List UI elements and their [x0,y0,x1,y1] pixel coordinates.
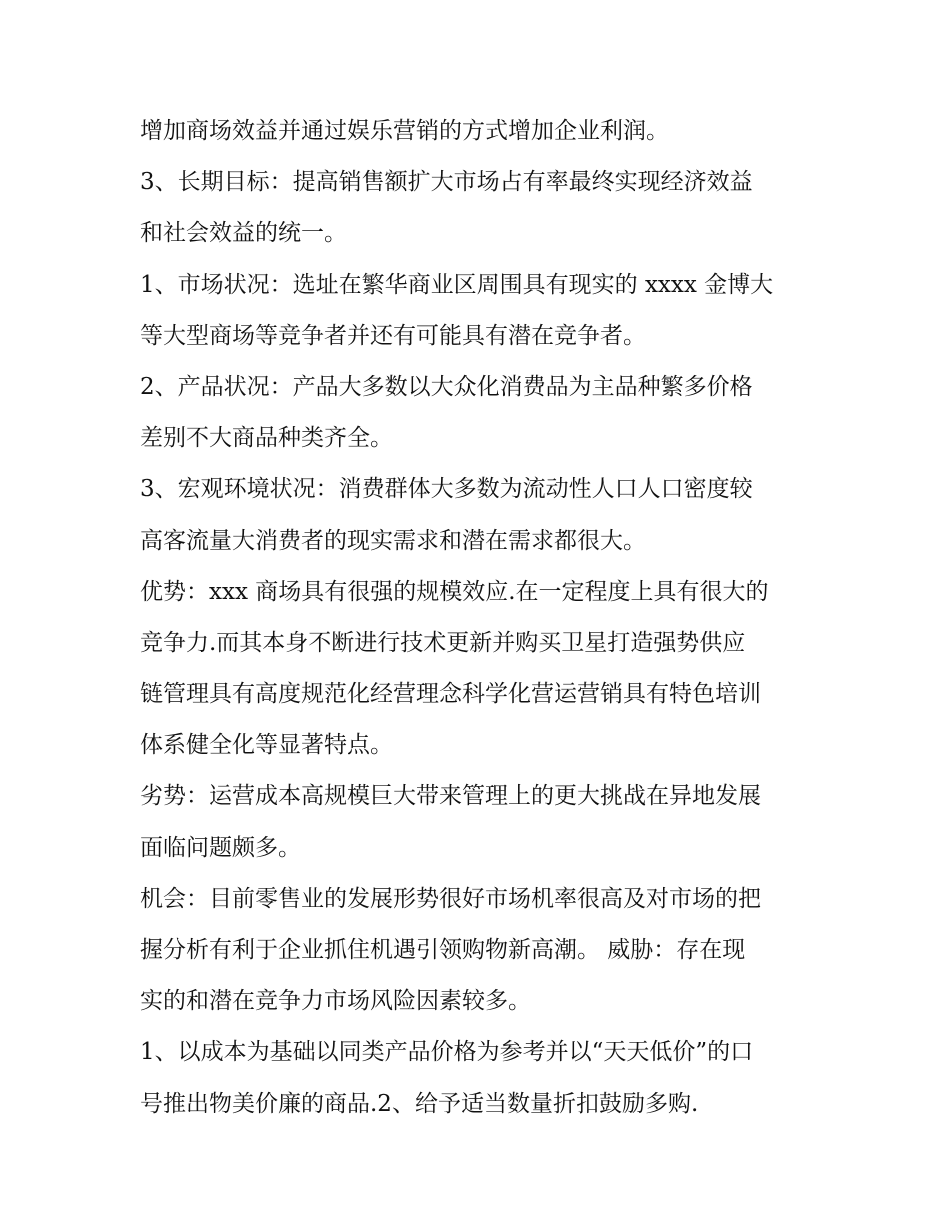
text-line: 1、市场状况：选址在繁华商业区周围具有现实的 xxxx 金博大 [140,271,774,298]
document-body [140,106,830,1130]
text-line: 3、宏观环境状况：消费群体大多数为流动性人口人口密度较 [140,476,753,503]
text-line: 差别不大商品种类齐全。 [140,425,393,452]
text-line: 号推出物美价廉的商品.2、给予适当数量折扣鼓励多购. [140,1090,699,1117]
text-line: 握分析有利于企业抓住机遇引领购物新高潮。 威胁：存在现 [140,937,746,963]
text-line: 优势：xxx 商场具有很强的规模效应.在一定程度上具有很大的 [140,578,769,605]
text-line: 面临问题颇多。 [140,834,301,861]
text-line: 实的和潜在竞争力市场风险因素较多。 [140,988,531,1015]
text-line: 增加商场效益并通过娱乐营销的方式增加企业利润。 [140,118,669,144]
text-line: 和社会效益的统一。 [140,220,347,247]
text-line: 2、产品状况：产品大多数以大众化消费品为主品种繁多价格 [140,373,753,400]
text-line: 1、以成本为基础以同类产品价格为参考并以“天天低价”的口 [140,1039,754,1066]
text-line: 劣势：运营成本高规模巨大带来管理上的更大挑战在异地发展 [140,783,761,810]
text-line: 竞争力.而其本身不断进行技术更新并购买卫星打造强势供应 [140,629,746,656]
text-line: 3、长期目标：提高销售额扩大市场占有率最终实现经济效益 [140,169,753,196]
text-line: 体系健全化等显著特点。 [140,732,393,759]
text-line: 链管理具有高度规范化经营理念科学化营运营销具有特色培训 [140,681,761,708]
text-line: 机会：目前零售业的发展形势很好市场机率很高及对市场的把 [140,885,761,912]
text-line: 等大型商场等竞争者并还有可能具有潜在竞争者。 [140,322,646,349]
text-line: 高客流量大消费者的现实需求和潜在需求都很大。 [140,527,646,554]
